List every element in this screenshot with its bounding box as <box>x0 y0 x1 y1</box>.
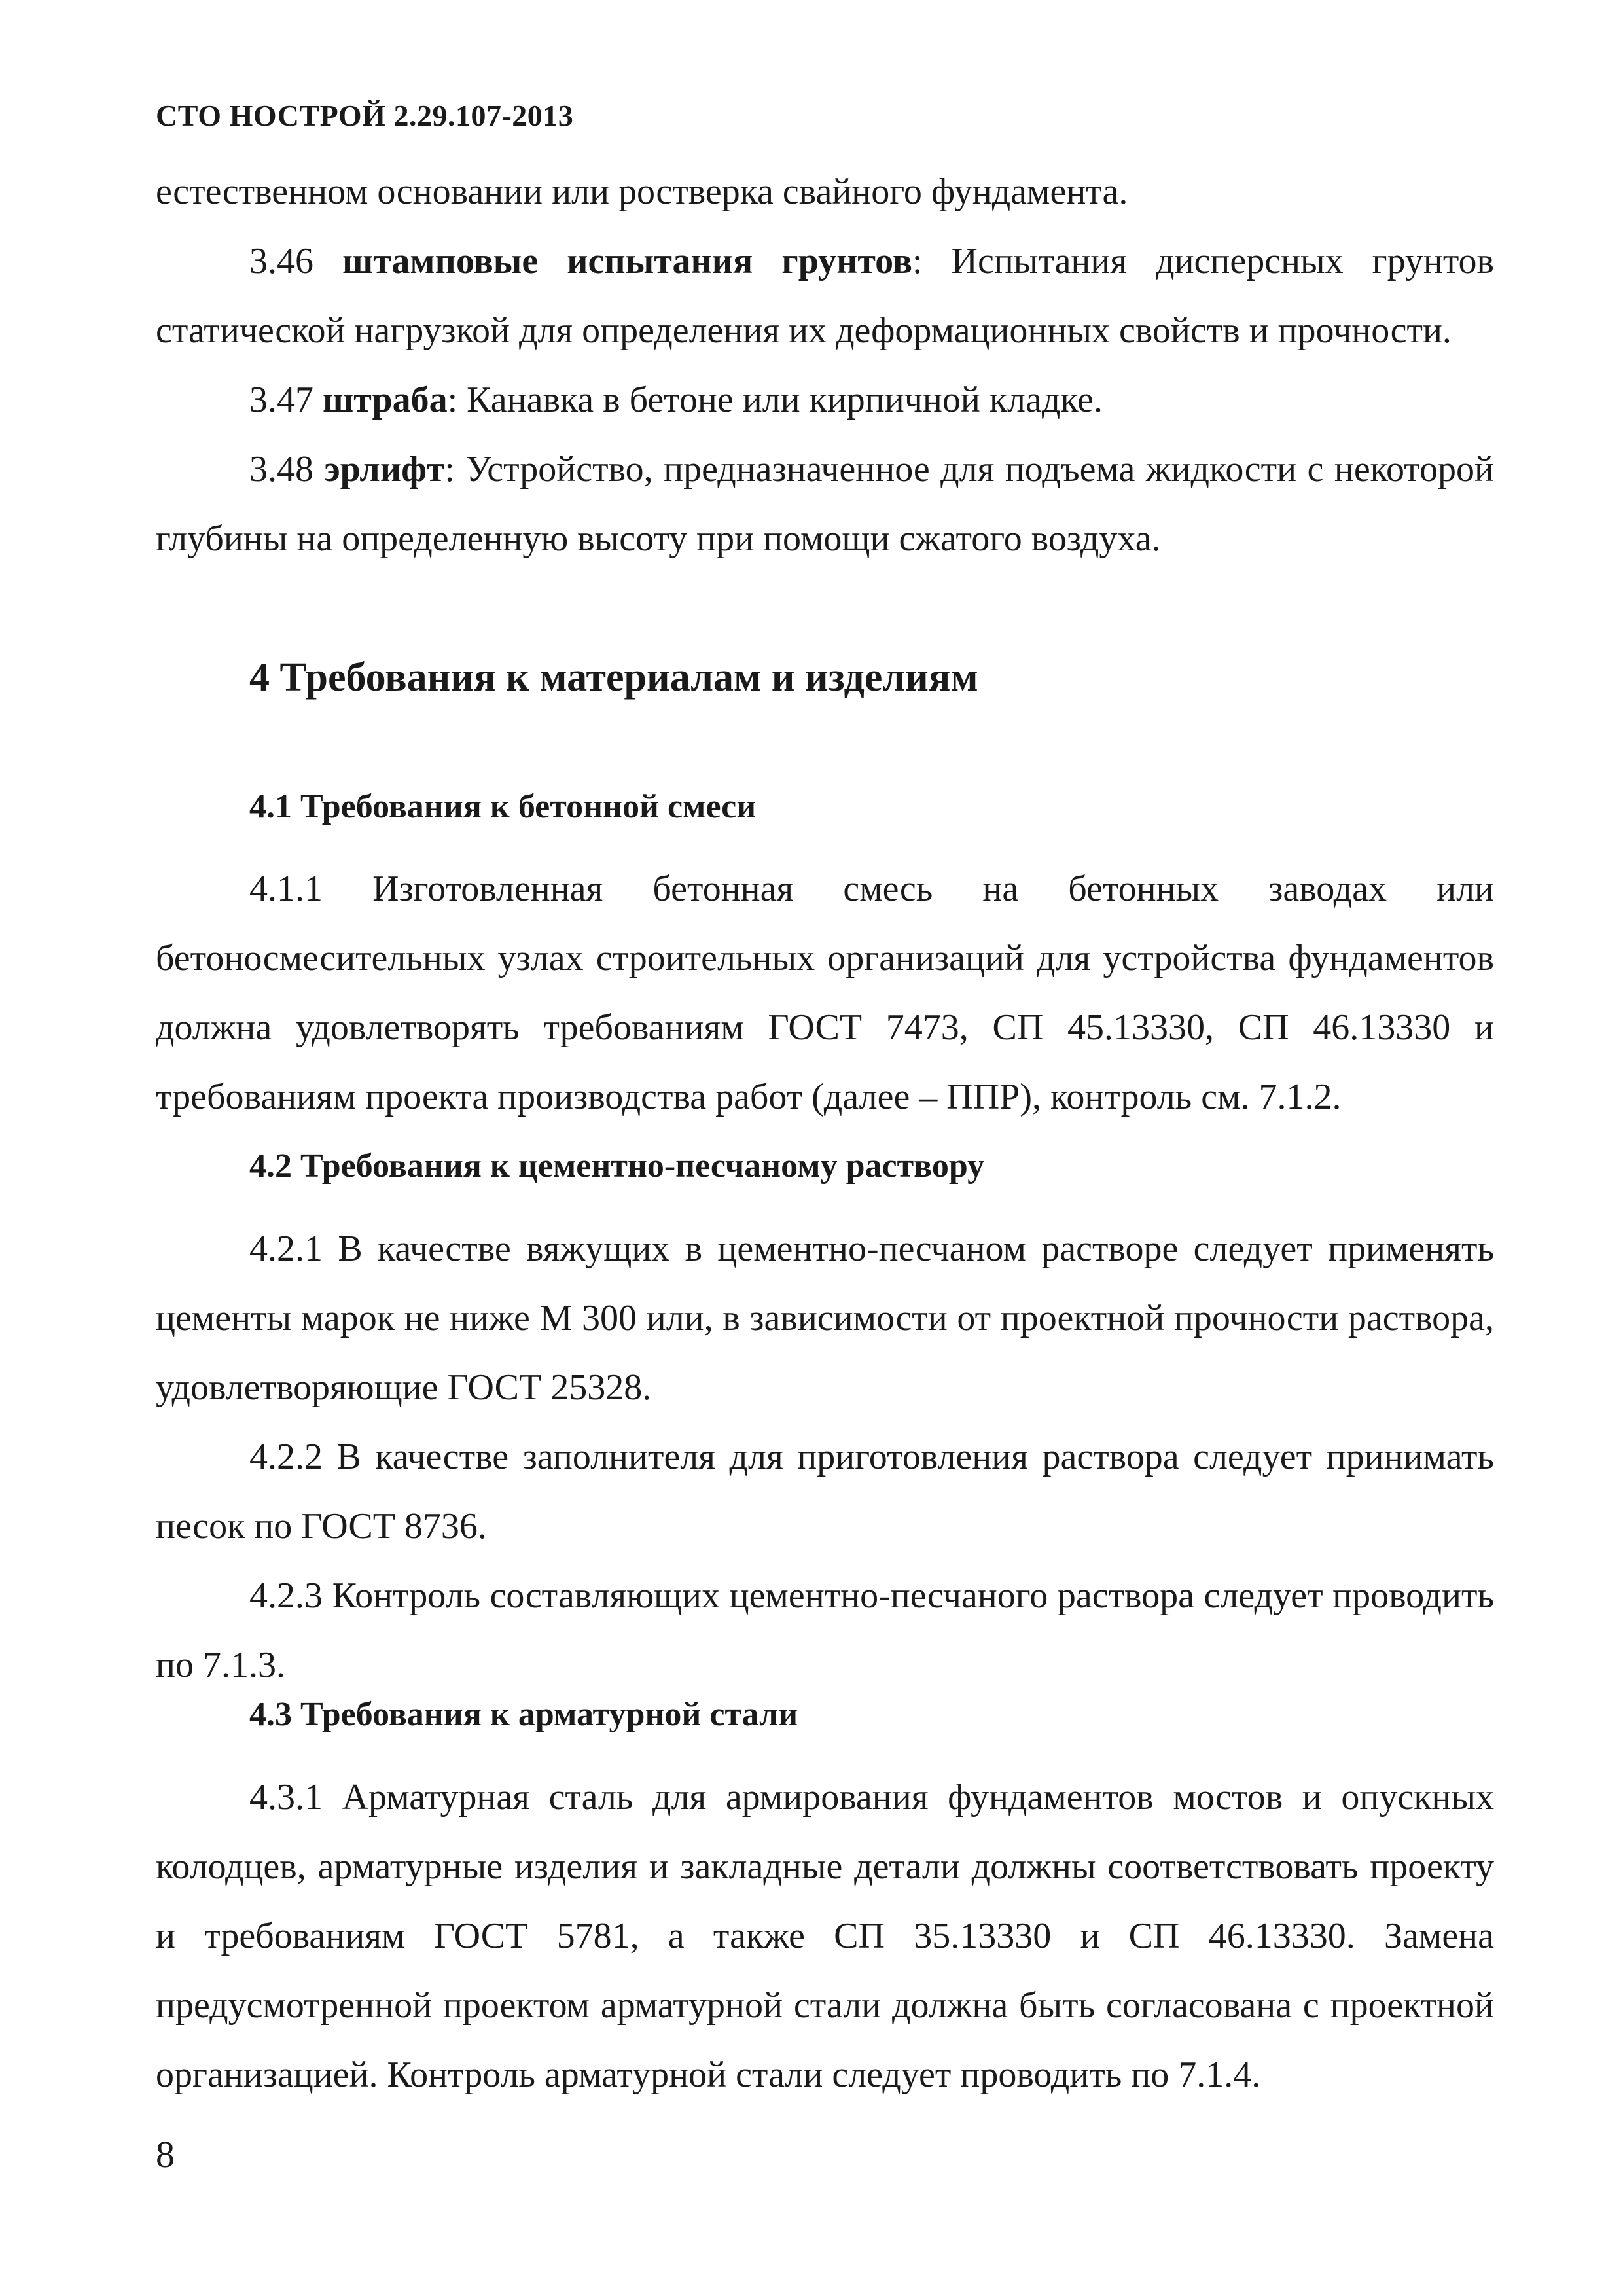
term-3-47 <box>156 365 1494 435</box>
section-4-2-body <box>156 1214 1494 1700</box>
paragraph-4-2-2: 4.2.2 В качестве заполнителя для приготовления раствора следует принимать песок по ГОСТ 8736. <box>156 1437 1494 1547</box>
term-name: штраба <box>323 380 448 420</box>
paragraph-4-1-1: 4.1.1 Изготовленная бетонная смесь на бетонных заводах или бетоносмесительных узлах строительных организаций для устройства фундаментов должна удовлетворять требованиям ГОСТ 7473, СП 45.13330, СП 46.13330 и требованиям проекта производства работ (далее – ППР), контроль см. 7.1.2. <box>156 869 1494 1117</box>
term-number: 3.46 <box>249 241 342 281</box>
document-header: СТО НОСТРОЙ 2.29.107-2013 <box>156 99 574 132</box>
section-4-3-body <box>156 1763 1494 2109</box>
paragraph-4-2-1: 4.2.1 В качестве вяжущих в цементно-песчаном растворе следует применять цементы марок не ниже М 300 или, в зависимости от проектной прочности раствора, удовлетворяющие ГОСТ 25328. <box>156 1229 1494 1408</box>
term-number: 3.48 <box>249 449 325 490</box>
paragraph-4-3-1: 4.3.1 Арматурная сталь для армирования фундаментов мостов и опускных колодцев, арматурные изделия и закладные детали должны соответствовать проекту и требованиям ГОСТ 5781, а также СП 35.13330 и СП 46.13330. Замена предусмотренной проектом арматурной стали должна быть согласована с проектной организацией. Контроль арматурной стали следует проводить по 7.1.4. <box>156 1777 1494 2095</box>
term-3-48 <box>156 435 1494 573</box>
section-4-heading: 4 Требования к материалам и изделиям <box>249 655 978 700</box>
term-definition: : Устройство, предназначенное для подъема жидкости с некоторой глубины на определенную высоту при помощи сжатого воздуха. <box>156 449 1495 559</box>
term-name: штамповые испытания грунтов <box>342 241 913 281</box>
section-4-1-heading: 4.1 Требования к бетонной смеси <box>249 788 757 825</box>
section-4-2-heading: 4.2 Требования к цементно-песчаному раствору <box>249 1147 985 1185</box>
page-number: 8 <box>156 2133 175 2176</box>
section-4-3-heading: 4.3 Требования к арматурной стали <box>249 1696 798 1733</box>
term-number: 3.47 <box>249 380 323 420</box>
paragraph-4-2-3: 4.2.3 Контроль составляющих цементно-песчаного раствора следует проводить по 7.1.3. <box>156 1575 1494 1685</box>
paragraph-continuation: естественном основании или ростверка свайного фундамента. <box>156 171 1128 212</box>
terms-continuation <box>156 157 1494 573</box>
term-definition: : Испытания дисперсных грунтов статической нагрузкой для определения их деформационных свойств и прочности. <box>156 241 1494 351</box>
term-definition: : Канавка в бетоне или кирпичной кладке. <box>447 380 1103 420</box>
term-3-46 <box>156 226 1494 365</box>
term-name: эрлифт <box>324 449 445 490</box>
section-4-1-body <box>156 854 1494 1132</box>
